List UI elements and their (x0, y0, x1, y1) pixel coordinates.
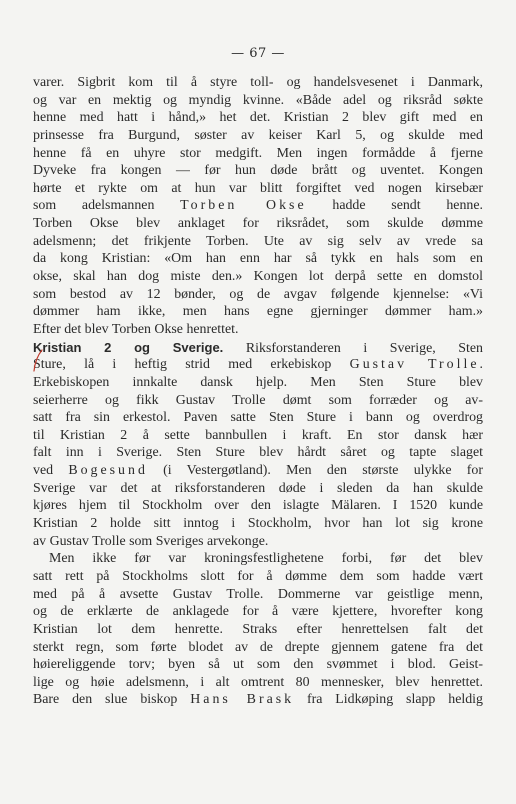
text-run: og var en mektig og myndig kvinne. «Både adel og riksråd søkte (33, 92, 483, 108)
text-line (33, 321, 483, 339)
text-run: til Kristian 2 å sette bannbullen i kraft. En stor dansk hær (33, 427, 483, 443)
text-run: Dyveke fra kongen — før hun døde brått og uventet. Kongen (33, 163, 483, 179)
text-run: Kristian lot dem henrette. Straks efter henrettelsen falt det (33, 621, 483, 637)
text-run: (i Vestergøtland). Men den største ulykke for (147, 463, 483, 479)
pencil-annotation-mark (32, 349, 44, 373)
text-run: fra Lidkøping slapp heldig (294, 692, 483, 708)
text-run: hadde sendt henne. (306, 198, 483, 214)
text-run: Men ikke før var kroningsfestlighetene forbi, før det blev (49, 551, 483, 567)
text-line (33, 586, 483, 604)
text-line (33, 621, 483, 639)
text-line (33, 162, 483, 180)
text-run: ved (33, 463, 69, 479)
spaced-name: Bogesund (68, 463, 148, 479)
text-run: og de erklærte de anklagede for å være kjettere, hvorefter kong (33, 604, 483, 620)
spaced-name: Hans Brask (190, 692, 295, 708)
text-line (33, 374, 483, 392)
text-run: varer. Sigbrit kom til å styre toll- og handelsvesenet i Danmark, (33, 75, 483, 90)
text-line (33, 109, 483, 127)
text-run: da kong Kristian: «Om han enn har så tykk en hals som en (33, 251, 483, 267)
text-line (33, 462, 483, 480)
text-line (33, 339, 483, 357)
text-run: lige og høie adelsmenn, i alt omtrent 80 mennesker, blev henrettet. (33, 674, 483, 690)
text-line (33, 233, 483, 251)
text-line (33, 303, 483, 321)
text-run: sterkt regn, som førte blodet av de drepte gjennem gatene fra det (33, 639, 483, 655)
page-number: — 67 — (231, 46, 285, 61)
text-line (33, 268, 483, 286)
text-run: av Gustav Trolle som Sveriges arvekonge. (33, 533, 269, 549)
text-run: Riksforstanderen i Sverige, Sten (223, 340, 483, 356)
text-line (33, 533, 483, 551)
text-run: satt fra sin erkestol. Paven satte Sten Sture i bann og overdrog (33, 410, 483, 426)
text-line (33, 639, 483, 657)
section-heading: Kristian 2 og Sverige. (33, 339, 224, 355)
text-line (33, 197, 483, 215)
text-run: falt inn i Sverige. Sten Sture blev hårdt såret og tapte slaget (33, 445, 483, 461)
text-line (33, 515, 483, 533)
text-run: Bare den slue biskop (33, 692, 191, 708)
text-run: prinsesse fra Burgund, søster av keiser Karl 5, og skulde med (33, 127, 483, 143)
text-line (33, 356, 483, 374)
text-run: som adelsmannen (33, 198, 181, 214)
text-run: satt rett på Stockholms slott for å dømme dem som hadde vært (33, 568, 483, 584)
text-line (33, 568, 483, 586)
text-run: henne med hatt i hånd,» het det. Kristian 2 blev gift med en (33, 110, 483, 126)
text-line (33, 444, 483, 462)
text-line (33, 603, 483, 621)
spaced-name: Torben Okse (180, 198, 307, 214)
text-line (33, 674, 483, 692)
text-line (33, 409, 483, 427)
text-run: henne få en uhyre stor medgift. Men ingen formådde å fjerne (33, 145, 483, 161)
text-line (33, 250, 483, 268)
text-line (33, 550, 483, 568)
text-line (33, 74, 483, 92)
text-line (33, 215, 483, 233)
spaced-name: Gustav Trolle (349, 357, 480, 373)
text-line (33, 180, 483, 198)
text-line (33, 497, 483, 515)
text-run: høiereliggende torv; byen så ut som den svømmet i blod. Geist- (33, 657, 483, 673)
text-run: Efter det blev Torben Okse henrettet. (33, 321, 239, 337)
text-run: med på å avsette Gustav Trolle. Dommerne var geistlige menn, (33, 586, 483, 602)
text-line (33, 145, 483, 163)
body-text (33, 74, 483, 709)
text-run: hørte et rykte om at hun var blitt forgiftet ved nogen kirsebær (33, 180, 483, 196)
text-line (33, 392, 483, 410)
text-run: . (479, 357, 483, 373)
text-run: Sture, lå i heftig strid med erkebiskop (33, 357, 350, 373)
text-run: som bestod av 12 bønder, og de avgav følgende kjennelse: «Vi (33, 286, 483, 302)
text-run: dømmer ham ikke, men hans egne gjerninger dømmer ham.» (33, 304, 483, 320)
text-run: adelsmenn; det frikjente Torben. Ute av sig selv av vrede sa (33, 233, 483, 249)
text-run: Kristian 2 holde sitt inntog i Stockholm, hvor han lot sig krone (33, 516, 483, 532)
text-run: okse, skal han dog miste den.» Kongen lot derpå sette en domstol (33, 269, 483, 285)
text-run: Torben Okse blev anklaget for riksrådet, som skulde dømme (33, 216, 483, 232)
text-line (33, 691, 483, 709)
text-run: seierherre og fikk Gustav Trolle dømt som forræder og av- (33, 392, 483, 408)
text-run: Sverige var det at riksforstanderen døde i sleden da han skulde (33, 480, 483, 496)
text-run: kjøres hjem til Stockholm over den islagte Mälaren. I 1520 kunde (33, 498, 483, 514)
text-line (33, 656, 483, 674)
text-line (33, 92, 483, 110)
text-line (33, 480, 483, 498)
text-run: Erkebiskopen innkalte dansk hjelp. Men Sten Sture blev (33, 374, 483, 390)
text-line (33, 427, 483, 445)
text-line (33, 286, 483, 304)
text-line (33, 127, 483, 145)
